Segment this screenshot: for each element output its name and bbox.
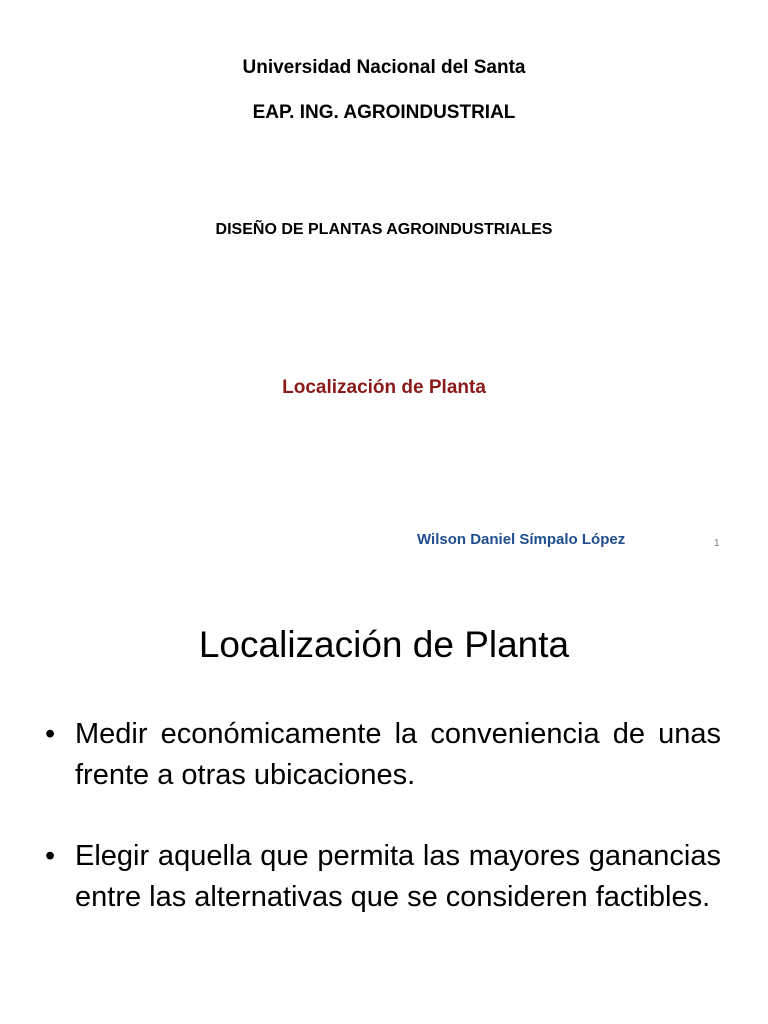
bullet-text: Medir económicamente la conveniencia de unas frente a otras ubicaciones. bbox=[75, 718, 721, 791]
school-name: EAP. ING. AGROINDUSTRIAL bbox=[252, 102, 516, 123]
topic-title: Localización de Planta bbox=[282, 377, 486, 398]
bullet-icon: • bbox=[45, 840, 56, 872]
bullet-item bbox=[45, 714, 721, 796]
content-slide bbox=[0, 580, 768, 1024]
bullet-item bbox=[45, 836, 721, 918]
university-name: Universidad Nacional del Santa bbox=[242, 57, 526, 78]
bullet-text: Elegir aquella que permita las mayores ganancias entre las alternativas que se consideren factibles. bbox=[75, 840, 721, 913]
course-name: DISEÑO DE PLANTAS AGROINDUSTRIALES bbox=[215, 221, 553, 238]
bullet-list bbox=[45, 714, 721, 918]
author-name: Wilson Daniel Símpalo López bbox=[417, 531, 626, 548]
bullet-icon: • bbox=[45, 718, 56, 750]
slide-title: Localización de Planta bbox=[198, 624, 570, 665]
page-number: 1 bbox=[714, 538, 720, 549]
